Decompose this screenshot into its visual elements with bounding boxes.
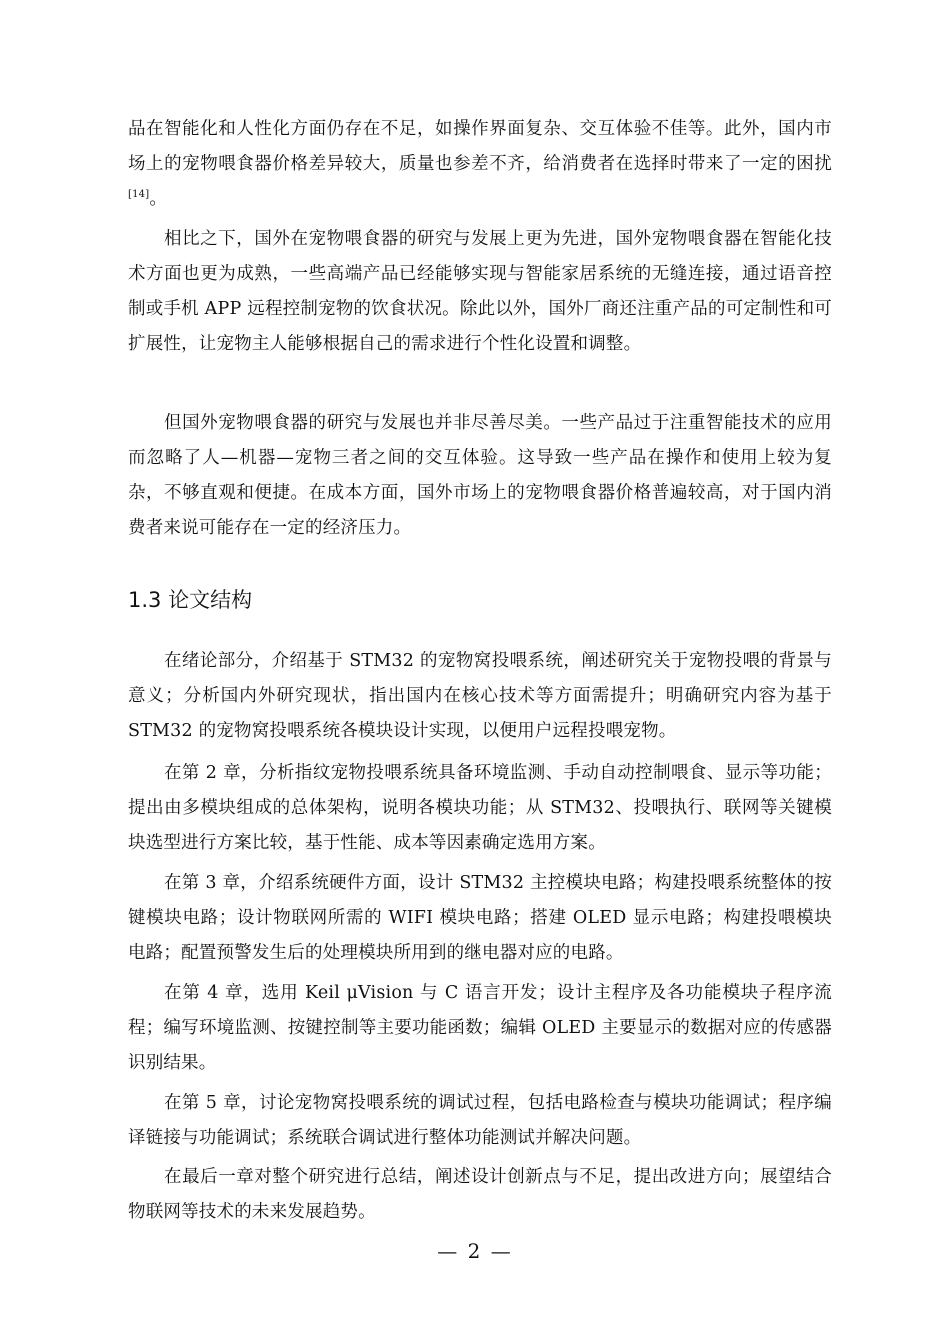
paragraph-foreign-drawbacks: 但国外宠物喂食器的研究与发展也并非尽善尽美。一些产品过于注重智能技术的应用而忽略了人—机器—宠物三者之间的交互体验。这导致一些产品在操作和使用上较为复杂，不够直观和便捷。在成本方面，国外市场上的宠物喂食器价格普遍较高，对于国内消费者来说可能存在一定的经济压力。 <box>128 413 832 538</box>
paragraph-end: 。 <box>149 189 168 209</box>
paragraph-chapter-5: 在第 5 章，讨论宠物窝投喂系统的调试过程，包括电路检查与模块功能调试；程序编译链接与功能调试；系统联合调试进行整体功能测试并解决问题。 <box>128 1093 832 1148</box>
paragraph-chapter-4: 在第 4 章，选用 Keil μVision 与 C 语言开发；设计主程序及各功能模块子程序流程；编写环境监测、按键控制等主要功能函数；编辑 OLED 主要显示的数据对应的传感器识别结果。 <box>128 983 832 1073</box>
paragraph-domestic-market <box>128 112 832 217</box>
citation-ref[interactable]: [14] <box>128 189 150 201</box>
paragraph-foreign-research: 相比之下，国外在宠物喂食器的研究与发展上更为先进，国外宠物喂食器在智能化技术方面也更为成熟，一些高端产品已经能够实现与智能家居系统的无缝连接，通过语音控制或手机 APP 远程控制宠物的饮食状况。除此以外，国外厂商还注重产品的可定制性和可扩展性，让宠物主人能够根据自己的需求进行个性化设置和调整。 <box>128 229 832 354</box>
paragraph-intro-chapter: 在绪论部分，介绍基于 STM32 的宠物窝投喂系统，阐述研究关于宠物投喂的背景与意义；分析国内外研究现状，指出国内在核心技术等方面需提升；明确研究内容为基于 STM32 的宠物窝投喂系统各模块设计实现，以便用户远程投喂宠物。 <box>128 651 832 741</box>
paragraph-chapter-3: 在第 3 章，介绍系统硬件方面，设计 STM32 主控模块电路；构建投喂系统整体的按键模块电路；设计物联网所需的 WIFI 模块电路；搭建 OLED 显示电路；构建投喂模块电路；配置预警发生后的处理模块所用到的继电器对应的电路。 <box>128 873 832 963</box>
section-heading: 1.3 论文结构 <box>128 588 253 612</box>
page-number: — 2 — <box>437 1239 513 1263</box>
paragraph-text: 品在智能化和人性化方面仍存在不足，如操作界面复杂、交互体验不佳等。此外，国内市场上的宠物喂食器价格差异较大，质量也参差不齐，给消费者在选择时带来了一定的困扰 <box>128 119 832 174</box>
paragraph-chapter-2: 在第 2 章，分析指纹宠物投喂系统具备环境监测、手动自动控制喂食、显示等功能；提出由多模块组成的总体架构，说明各模块功能；从 STM32、投喂执行、联网等关键模块选型进行方案比较，基于性能、成本等因素确定选用方案。 <box>128 763 832 853</box>
paragraph-conclusion: 在最后一章对整个研究进行总结，阐述设计创新点与不足，提出改进方向；展望结合物联网等技术的未来发展趋势。 <box>128 1167 832 1222</box>
